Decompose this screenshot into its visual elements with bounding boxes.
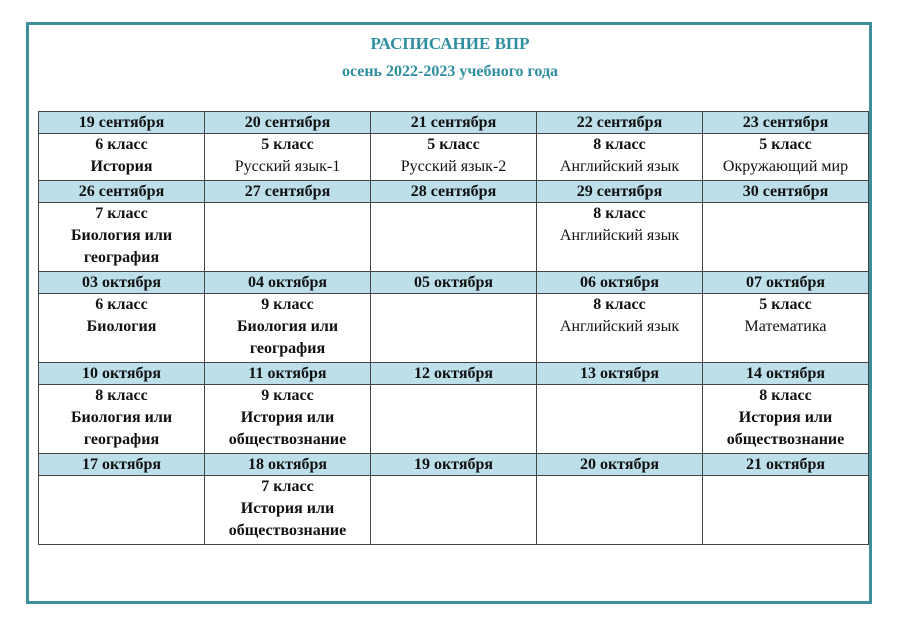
date-cell: 26 сентября [39, 181, 205, 203]
subject-label: Русский язык-2 [400, 158, 507, 175]
subject-label: Биология [86, 318, 157, 335]
subject-label: Английский язык [559, 318, 680, 335]
schedule-cell [39, 134, 205, 181]
date-cell: 20 октября [537, 454, 703, 476]
subject-label: Биология или география [236, 318, 339, 357]
content-row [39, 385, 869, 454]
subject-label: Биология или география [70, 227, 173, 266]
content-row [39, 134, 869, 181]
grade-label: 5 класс [759, 296, 812, 313]
date-cell: 14 октября [703, 363, 869, 385]
page-subtitle: осень 2022-2023 учебного года [341, 63, 559, 80]
grade-label: 5 класс [261, 136, 314, 153]
grade-label: 9 класс [261, 387, 314, 404]
schedule-cell [205, 134, 371, 181]
date-row [39, 454, 869, 476]
grade-label: 8 класс [593, 136, 646, 153]
date-row [39, 363, 869, 385]
schedule-cell [537, 134, 703, 181]
grade-label: 8 класс [593, 296, 646, 313]
date-cell: 29 сентября [537, 181, 703, 203]
schedule-cell [205, 203, 371, 272]
grade-label: 6 класс [95, 296, 148, 313]
schedule-cell [703, 385, 869, 454]
date-cell: 04 октября [205, 272, 371, 294]
schedule-cell [205, 385, 371, 454]
date-row [39, 181, 869, 203]
date-cell: 06 октября [537, 272, 703, 294]
schedule-cell [371, 476, 537, 545]
schedule-cell [371, 203, 537, 272]
date-cell: 27 сентября [205, 181, 371, 203]
content-row [39, 294, 869, 363]
schedule-cell [205, 476, 371, 545]
grade-label: 8 класс [593, 205, 646, 222]
date-row [39, 272, 869, 294]
subject-label: Математика [744, 318, 827, 335]
grade-label: 8 класс [759, 387, 812, 404]
schedule-cell [703, 476, 869, 545]
date-cell: 28 сентября [371, 181, 537, 203]
subject-label: Английский язык [559, 158, 680, 175]
date-cell: 12 октября [371, 363, 537, 385]
subject-label: История или обществознание [228, 500, 347, 539]
schedule-cell [39, 294, 205, 363]
grade-label: 9 класс [261, 296, 314, 313]
subject-label: Окружающий мир [722, 158, 849, 175]
date-cell: 19 сентября [39, 112, 205, 134]
date-cell: 13 октября [537, 363, 703, 385]
date-cell: 21 октября [703, 454, 869, 476]
schedule-cell [537, 203, 703, 272]
schedule-cell [537, 385, 703, 454]
schedule-cell [39, 385, 205, 454]
subject-label: Английский язык [559, 227, 680, 244]
date-cell: 30 сентября [703, 181, 869, 203]
grade-label: 8 класс [95, 387, 148, 404]
date-cell: 11 октября [205, 363, 371, 385]
schedule-cell [537, 294, 703, 363]
date-cell: 22 сентября [537, 112, 703, 134]
date-cell: 17 октября [39, 454, 205, 476]
date-cell: 03 октября [39, 272, 205, 294]
subject-label: История или обществознание [726, 409, 845, 448]
date-cell: 18 октября [205, 454, 371, 476]
grade-label: 6 класс [95, 136, 148, 153]
schedule-cell [371, 385, 537, 454]
date-cell: 21 сентября [371, 112, 537, 134]
grade-label: 7 класс [95, 205, 148, 222]
date-cell: 07 октября [703, 272, 869, 294]
date-cell: 19 октября [371, 454, 537, 476]
schedule-cell [205, 294, 371, 363]
subject-label: Русский язык-1 [234, 158, 341, 175]
schedule-cell [537, 476, 703, 545]
grade-label: 5 класс [759, 136, 812, 153]
subject-label: История или обществознание [228, 409, 347, 448]
content-row [39, 203, 869, 272]
schedule-cell [703, 294, 869, 363]
subject-label: История [90, 158, 153, 175]
page-title: РАСПИСАНИЕ ВПР [370, 34, 530, 53]
date-cell: 05 октября [371, 272, 537, 294]
schedule-cell [703, 134, 869, 181]
schedule-cell [371, 134, 537, 181]
schedule-table [38, 111, 869, 545]
grade-label: 7 класс [261, 478, 314, 495]
grade-label: 5 класс [427, 136, 480, 153]
schedule-cell [371, 294, 537, 363]
date-cell: 23 сентября [703, 112, 869, 134]
date-cell: 20 сентября [205, 112, 371, 134]
schedule-cell [703, 203, 869, 272]
schedule-cell [39, 203, 205, 272]
schedule-cell [39, 476, 205, 545]
date-row [39, 112, 869, 134]
content-row [39, 476, 869, 545]
subject-label: Биология или география [70, 409, 173, 448]
date-cell: 10 октября [39, 363, 205, 385]
